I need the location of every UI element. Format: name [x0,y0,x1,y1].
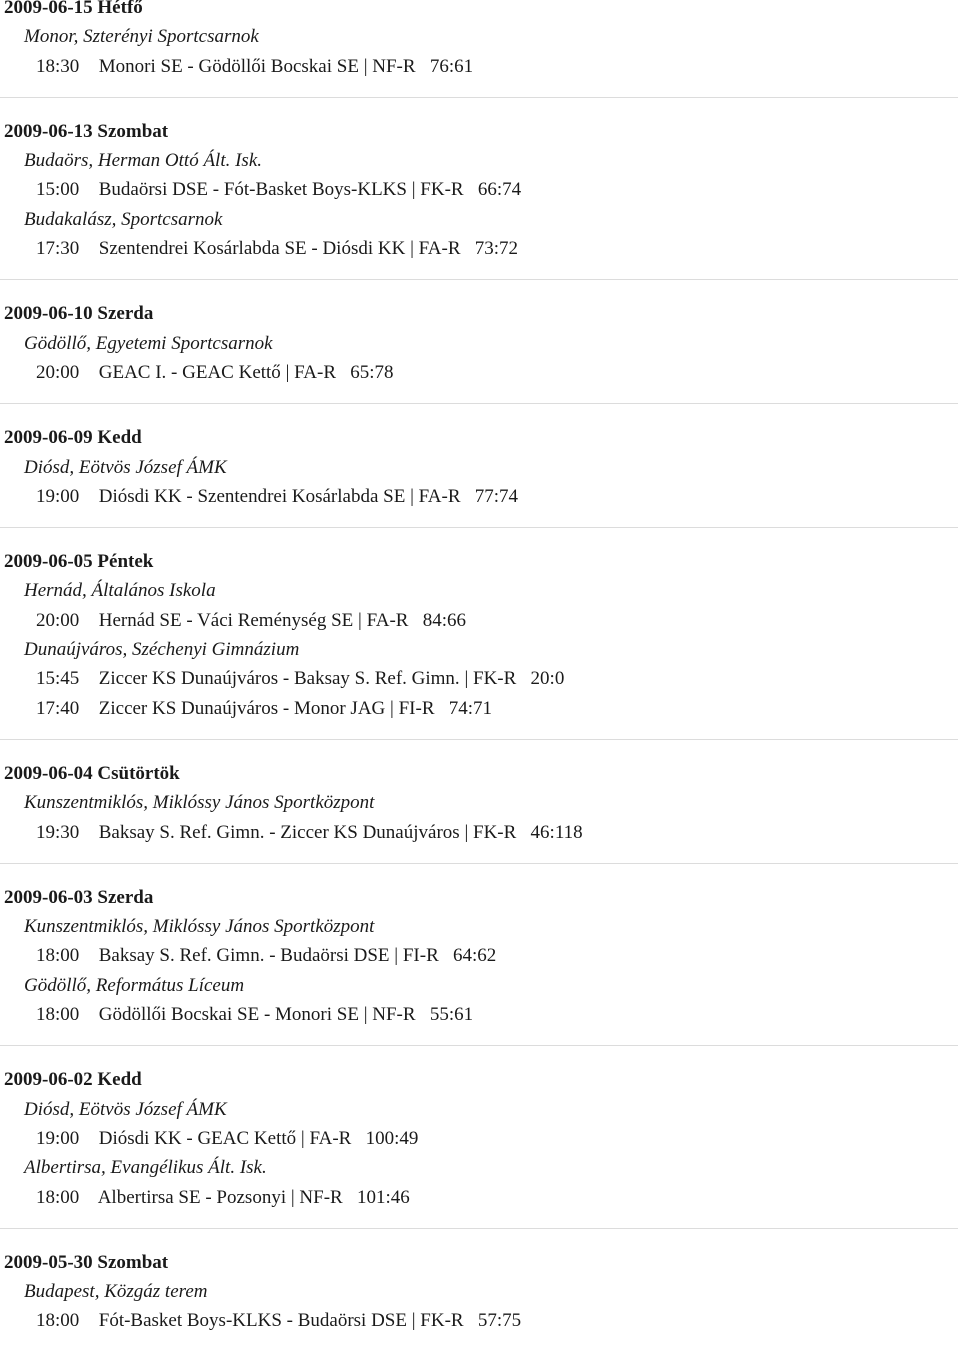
venue-name: Albertirsa, Evangélikus Ált. Isk. [24,1157,267,1179]
match-teams: Diósdi KK - GEAC Kettő [98,1127,297,1149]
match-row [36,52,473,82]
separator: | [358,1004,373,1026]
separator: | [385,697,399,719]
match-row [36,1124,418,1154]
venue-name: Gödöllő, Református Líceum [24,974,245,996]
separator: | [459,668,473,690]
match-score: 20:0 [530,668,565,690]
day-date-heading: 2009-06-13 Szombat [4,120,169,142]
section-divider [0,527,958,528]
match-score: 77:74 [474,485,519,507]
match-row [36,482,518,512]
match-teams: Ziccer KS Dunaújváros - Monor JAG [98,697,386,719]
separator [336,362,350,383]
match-league: FI-R [398,697,435,719]
venue-name: Dunaújváros, Széchenyi Gimnázium [24,639,300,661]
separator [343,1187,357,1208]
match-time: 17:40 [36,697,80,719]
separator: | [406,179,421,201]
separator: | [459,821,473,843]
day-date-heading: 2009-05-30 Szombat [4,1251,169,1273]
separator [461,486,475,507]
match-row [36,818,583,848]
match-score: 74:71 [448,697,493,719]
match-time: 15:00 [36,179,80,201]
match-row [36,234,518,264]
match-teams: Albertirsa SE - Pozsonyi [97,1186,287,1208]
match-row [36,358,394,388]
venue-name: Monor, Szterényi Sportcsarnok [24,26,259,48]
separator [461,238,475,259]
match-time: 15:45 [36,668,80,690]
match-league: NF-R [299,1186,343,1208]
match-teams: Diósdi KK - Szentendrei Kosárlabda SE [98,485,406,507]
match-time: 18:00 [36,1186,80,1208]
match-teams: Monori SE - Gödöllői Bocskai SE [98,55,359,77]
match-row [36,694,492,724]
match-time: 20:00 [36,361,80,383]
match-time: 18:00 [36,945,80,967]
day-date-heading: 2009-06-15 Hétfő [4,0,143,18]
venue-name: Budaörs, Herman Ottó Ált. Isk. [24,150,263,172]
match-league: FK-R [473,821,517,843]
match-league: FA-R [418,238,461,260]
match-time: 19:00 [36,1127,80,1149]
venue-name: Gödöllő, Egyetemi Sportcsarnok [24,332,273,354]
match-row [36,664,564,694]
section-divider [0,1045,958,1046]
match-league: FA-R [294,361,337,383]
separator: | [358,55,373,77]
match-time: 20:00 [36,609,80,631]
match-time: 18:00 [36,1004,80,1026]
match-teams: Baksay S. Ref. Gimn. - Ziccer KS Dunaújváros [98,821,460,843]
match-league: FI-R [402,945,439,967]
match-row [36,1183,410,1213]
separator: | [286,1186,300,1208]
venue-name: Budakalász, Sportcsarnok [24,208,223,230]
day-date-heading: 2009-06-02 Kedd [4,1069,142,1091]
match-league: FK-R [473,668,517,690]
match-score: 76:61 [429,55,474,77]
match-time: 19:00 [36,485,80,507]
separator: | [389,945,403,967]
separator [439,945,453,966]
separator [516,668,530,689]
match-teams: Ziccer KS Dunaújváros - Baksay S. Ref. Gimn. [98,668,460,690]
venue-name: Kunszentmiklós, Miklóssy János Sportközpont [24,792,375,814]
day-date-heading: 2009-06-03 Szerda [4,886,154,908]
section-divider [0,279,958,280]
match-score: 46:118 [530,821,583,843]
match-row [36,1000,473,1030]
match-row [36,175,521,205]
match-league: FA-R [309,1127,352,1149]
separator: | [353,609,367,631]
day-date-heading: 2009-06-05 Péntek [4,551,154,573]
separator: | [280,361,295,383]
separator [408,610,422,631]
section-divider [0,403,958,404]
section-divider [0,97,958,98]
day-date-heading: 2009-06-09 Kedd [4,427,142,449]
match-teams: Budaörsi DSE - Fót-Basket Boys-KLKS [98,179,407,201]
match-score: 84:66 [422,609,466,631]
separator [416,1004,430,1025]
venue-name: Diósd, Eötvös József ÁMK [24,1098,227,1120]
separator [351,1128,365,1149]
match-teams: Fót-Basket Boys-KLKS - Budaörsi DSE [98,1310,407,1332]
match-score: 55:61 [429,1004,474,1026]
match-row [36,606,466,636]
section-divider [0,863,958,864]
section-divider [0,739,958,740]
separator [464,1310,478,1331]
venue-name: Budapest, Közgáz terem [24,1281,208,1303]
venue-name: Kunszentmiklós, Miklóssy János Sportközpont [24,916,375,938]
match-row [36,1306,521,1336]
match-league: NF-R [372,1004,416,1026]
match-score: 66:74 [477,179,522,201]
match-time: 17:30 [36,238,80,260]
match-score: 57:75 [477,1310,522,1332]
match-teams: Szentendrei Kosárlabda SE - Diósdi KK [98,238,406,260]
match-league: NF-R [372,55,416,77]
match-score: 73:72 [474,238,519,260]
match-time: 18:30 [36,55,80,77]
venue-name: Hernád, Általános Iskola [24,580,216,602]
separator [516,822,530,843]
separator: | [405,485,419,507]
match-time: 18:00 [36,1310,80,1332]
match-score: 65:78 [350,361,394,383]
match-league: FA-R [366,609,409,631]
match-teams: Hernád SE - Váci Reménység SE [98,609,354,631]
separator [416,56,430,77]
separator: | [405,238,419,260]
match-time: 19:30 [36,821,80,843]
match-score: 64:62 [453,945,497,967]
match-teams: Baksay S. Ref. Gimn. - Budaörsi DSE [98,945,390,967]
match-score: 100:49 [365,1127,419,1149]
match-teams: GEAC I. - GEAC Kettő [98,361,281,383]
section-divider [0,1228,958,1229]
separator: | [296,1127,310,1149]
separator: | [406,1310,421,1332]
separator [464,179,478,200]
match-teams: Gödöllői Bocskai SE - Monori SE [98,1004,359,1026]
match-league: FK-R [420,1310,464,1332]
day-date-heading: 2009-06-10 Szerda [4,303,154,325]
separator [435,698,449,719]
match-row [36,941,496,971]
match-league: FA-R [418,485,461,507]
venue-name: Diósd, Eötvös József ÁMK [24,456,227,478]
match-league: FK-R [420,179,464,201]
day-date-heading: 2009-06-04 Csütörtök [4,763,180,784]
match-score: 101:46 [356,1186,410,1208]
